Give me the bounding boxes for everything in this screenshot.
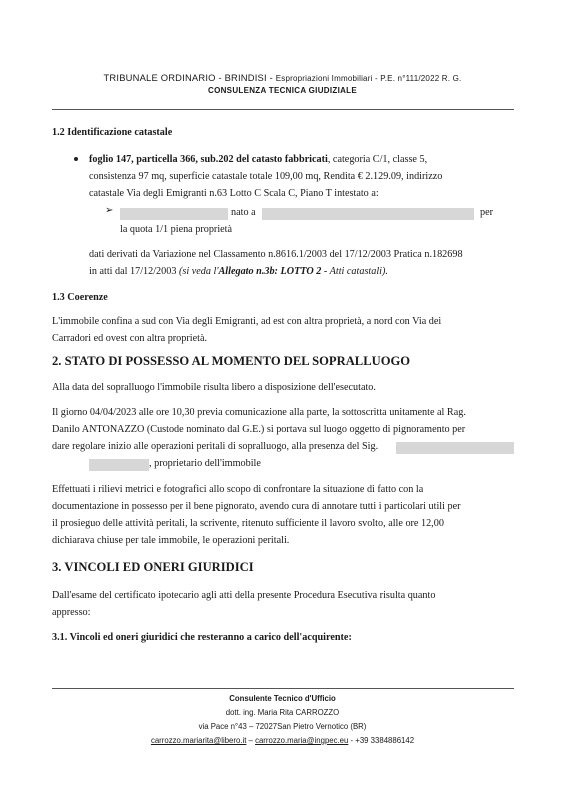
boundaries-line-2: Carradori ed ovest con altra proprietà. <box>52 333 208 344</box>
bullet-dot <box>74 157 78 161</box>
cadastral-line-1 <box>89 151 427 168</box>
possession-status: Alla data del sopralluogo l'immobile risulta libero a disposizione dell'esecutato. <box>52 382 376 393</box>
data-source-line-1: dati derivati da Variazione nel Classamento n.8616.1/2003 del 17/12/2003 Pratica n.182698 <box>89 249 463 260</box>
cadastral-line-2: consistenza 97 mq, superficie catastale totale 109,00 mq, Rendita € 2.129.09, indirizzo <box>89 171 443 182</box>
see-attachment-prefix: (si veda l' <box>178 266 219 277</box>
footer-name: dott. ing. Maria Rita CARROZZO <box>225 708 340 717</box>
survey-line-2: documentazione in possesso per il bene pignorato, avendo cura di annotare tutti i particolari utili per <box>52 501 461 512</box>
redacted-attendee-name <box>396 442 514 454</box>
header-divider <box>52 109 514 110</box>
inspection-line-1: Il giorno 04/04/2023 alle ore 10,30 previa comunicazione alla parte, la sottoscritta unitamente al Rag. <box>52 407 466 418</box>
footer-separator: – <box>246 736 256 745</box>
survey-line-1: Effettuati i rilievi metrici e fotografici allo scopo di confrontare la situazione di fatto con la <box>52 484 424 495</box>
boundaries-line-1: L'immobile confina a sud con Via degli Emigranti, ad est con altra proprietà, a nord con Via dei <box>52 316 442 327</box>
redacted-birth-info <box>262 208 474 220</box>
section-2-title: 2. STATO DI POSSESSO AL MOMENTO DEL SOPRALLUOGO <box>52 354 411 368</box>
mortgage-line-1: Dall'esame del certificato ipotecario agli atti della presente Procedura Esecutiva risulta quanto <box>52 590 436 601</box>
cadastral-category: , categoria C/1, classe 5, <box>327 154 428 165</box>
mortgage-line-2: appresso: <box>52 607 91 618</box>
redacted-attendee-surname <box>89 459 149 471</box>
inspection-line-4: , proprietario dell'immobile <box>149 458 261 469</box>
footer-title: Consulente Tecnico d'Ufficio <box>229 694 336 703</box>
cadastral-bold: foglio 147, particella 366, sub.202 del catasto fabbricati <box>89 154 328 165</box>
inspection-line-3: dare regolare inizio alle operazioni peritali di sopralluogo, alla presenza del Sig. <box>52 441 379 452</box>
data-source-date: in atti dal 17/12/2003 <box>89 266 179 277</box>
section-3-1-title: 3.1. Vincoli ed oneri giuridici che resteranno a carico dell'acquirente: <box>52 632 352 643</box>
owner-per-label: per <box>480 207 494 218</box>
court-name: TRIBUNALE ORDINARIO - BRINDISI - <box>103 72 276 83</box>
footer-divider <box>52 688 514 689</box>
document-subtitle: CONSULENZA TECNICA GIUDIZIALE <box>208 86 357 95</box>
footer-phone: - +39 3384886142 <box>348 736 415 745</box>
redacted-owner-name <box>120 208 228 220</box>
section-3-title: 3. VINCOLI ED ONERI GIURIDICI <box>52 560 254 574</box>
attachment-suffix: - Atti catastali). <box>321 266 388 277</box>
section-1-2-title: 1.2 Identificazione catastale <box>52 127 173 138</box>
data-source-line-2 <box>89 263 388 280</box>
footer-email-link-1[interactable]: carrozzo.mariarita@libero.it <box>150 736 247 745</box>
survey-line-3: il prosieguo delle attività peritali, la scrivente, ritenuto sufficiente il lavoro svolto, alle ore 12,00 <box>52 518 444 529</box>
survey-line-4: dichiarava chiuse per tale immobile, le operazioni peritali. <box>52 535 290 546</box>
footer-address: via Pace n°43 – 72027San Pietro Vernotico (BR) <box>198 722 367 731</box>
footer-email-link-2[interactable]: carrozzo.maria@ingpec.eu <box>255 736 349 745</box>
court-header <box>0 72 565 83</box>
attachment-ref: Allegato n.3b: LOTTO 2 <box>218 266 322 277</box>
cadastral-line-3: catastale Via degli Emigranti n.63 Lotto C Scala C, Piano T intestato a: <box>89 188 379 199</box>
section-1-3-title: 1.3 Coerenze <box>52 292 108 303</box>
owner-quota: la quota 1/1 piena proprietà <box>120 224 233 235</box>
procedure-ref: Espropriazioni Immobiliari - P.E. n°111/2022 R. G. <box>275 74 462 83</box>
footer-contacts <box>0 736 565 745</box>
arrow-bullet: ➢ <box>105 205 114 216</box>
inspection-line-2: Danilo ANTONAZZO (Custode nominato dal G.E.) si portava sul luogo oggetto di pignoramento per <box>52 424 466 435</box>
owner-born-label: nato a <box>231 207 256 218</box>
